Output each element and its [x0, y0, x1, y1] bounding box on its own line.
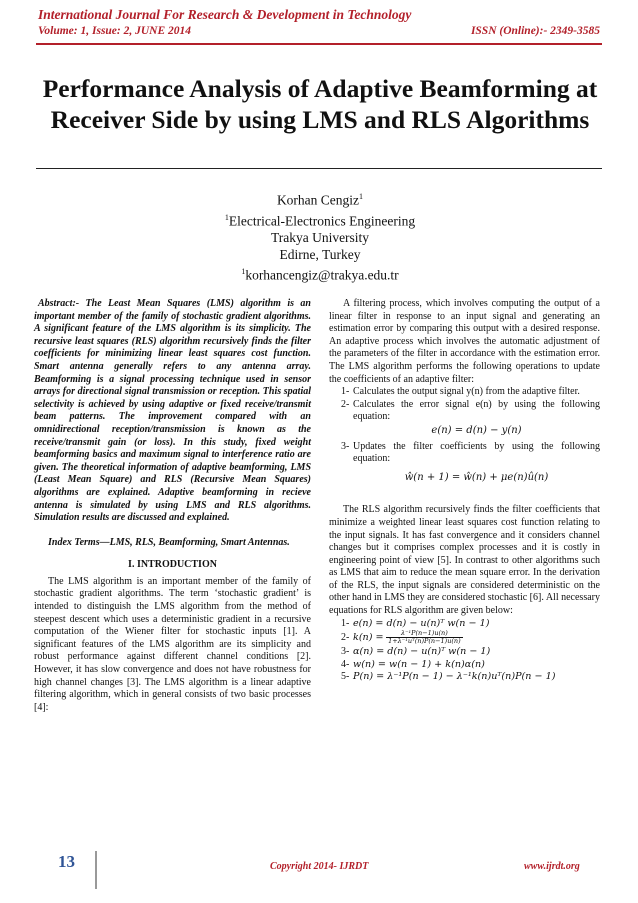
list-item — [329, 441, 600, 485]
right-column — [329, 298, 600, 684]
step-text: Calculates the error signal e(n) by using the following equation: — [353, 398, 600, 423]
section-heading-introduction: I. INTRODUCTION — [128, 559, 217, 571]
left-column — [34, 298, 311, 714]
step-number: 1- — [341, 386, 350, 398]
website-link[interactable]: www.ijrdt.org — [524, 861, 580, 872]
copyright: Copyright 2014- IJRDT — [270, 861, 369, 872]
index-terms: Index Terms—LMS, RLS, Beamforming, Smart Antennas. — [48, 536, 290, 548]
author-block — [40, 188, 600, 284]
fraction-denominator: 1+λ⁻¹uᵀ(n)P(n−1)u(n) — [388, 637, 461, 646]
list-item — [329, 646, 600, 659]
list-item — [329, 386, 600, 399]
equation-update: ŵ(n + 1) = ŵ(n) + μe(n)û(n) — [404, 471, 549, 483]
rls-equations — [329, 618, 600, 684]
abstract: Abstract:- The Least Mean Squares (LMS) algorithm is an important member of the family of stochastic gradient algorithms. A significant feature of the LMS algorithm is its simplicity. The recursive least squares (RLS) algorithm recursively finds the filter coefficients for minimizing linear least squares cost function. Smart antenna generally refers to any antenna array. Beamforming is a signal processing technique used in sensor arrays for directional signal transmission or reception. This spatial selectivity is achieved by using adaptive or fixed receive/transmit beam patterns. The improvement compared with an omnidirectional reception/transmission is known as the receive/transmit gain (or loss). In this study, fixed weight beamforming basics and maximum signal to interference ratio are given. The theoretical information of adaptive beamforming, LMS (Least Mean Square) and RLS (Recursive Mean Squares) algorithms are explained. Adaptive beamforming in recieve antenna is simulated by using LMS and RLS algorithms. Simulation results are discussed and explained. — [34, 298, 311, 524]
rls-equation: α(n) = d(n) − u(n)ᵀ w(n − 1) — [353, 646, 491, 658]
rls-gain-fraction — [386, 630, 463, 645]
issn-info: ISSN (Online):- 2349-3585 — [470, 25, 600, 37]
volume-info: Volume: 1, Issue: 2, JUNE 2014 — [38, 25, 192, 37]
footer-divider — [95, 851, 97, 889]
rls-paragraph: The RLS algorithm recursively finds the filter coefficients that minimize a weighted linear least squares cost function relating to the input signals. It has fast convergence and it considers channel changes but it comprises complex processes and it is costly in engineering point of view [5]. In contrast to other algorithms such as LMS that aim to reduce the mean square error. In the derivation of the RLS, the input signals are considered deterministic on the other hand in LMS they are considered stochastic [6]. All necessary equations for RLS algorithm are given below: — [329, 504, 600, 617]
lms-steps — [329, 386, 600, 484]
step-text: Calculates the output signal y(n) from the adaptive filter. — [353, 386, 580, 398]
email-sup: 1 — [241, 267, 246, 276]
step-number: 1- — [341, 617, 350, 629]
header-rule — [36, 43, 602, 45]
location: Edirne, Turkey — [279, 247, 361, 262]
equation-error: e(n) = d(n) − y(n) — [431, 424, 522, 436]
filtering-paragraph: A filtering process, which involves computing the output of a linear filter in response to an input signal and generating an estimation error by comparing this output with a desired response. An adaptive process which involves the automatic adjustment of the parameters of the filter in accordance with the estimation error. The LMS algorithm performs the following operations to update the coefficients of an adaptive filter: — [329, 298, 600, 385]
list-item — [329, 618, 600, 631]
rls-equation: e(n) = d(n) − u(n)ᵀ w(n − 1) — [353, 617, 490, 629]
step-number: 2- — [341, 632, 350, 644]
journal-name: International Journal For Research & Development in Technology — [38, 7, 412, 22]
university: Trakya University — [270, 230, 370, 245]
step-number: 5- — [341, 671, 350, 683]
step-text: Updates the filter coefficients by using the following equation: — [353, 440, 600, 465]
department: Electrical-Electronics Engineering — [228, 213, 416, 228]
paper-title: Performance Analysis of Adaptive Beamforming at Receiver Side by using LMS and RLS Algorithms — [42, 74, 598, 134]
rls-equation: P(n) = λ⁻¹P(n − 1) − λ⁻¹k(n)uᵀ(n)P(n − 1) — [353, 671, 556, 683]
title-rule — [36, 168, 602, 169]
fraction-numerator: λ⁻¹P(n−1)u(n) — [386, 630, 463, 638]
author-sup: 1 — [359, 192, 364, 201]
intro-paragraph: The LMS algorithm is an important member of the family of stochastic gradient algorithms. The term ‘stochastic gradient’ is intended to distinguish the LMS algorithm from the method of steepest descent which uses a deterministic gradient in a recursive computation of the Wiener filter for stochastic inputs [1]. A significant features of the LMS algorithm are its simplicity and robust performance against different channel conditions [2]. However, it has slow convergence and does not have robustness for high channel changes [3]. The LMS algorithm is a linear adaptive filtering algorithm, which in general consists of two basic processes [4]: — [34, 575, 311, 713]
list-item — [329, 659, 600, 672]
rls-equation-lhs: k(n) = — [353, 632, 384, 644]
affil-sup: 1 — [224, 212, 229, 222]
step-number: 4- — [341, 658, 350, 670]
journal-issue-line — [38, 25, 600, 37]
author-email[interactable]: korhancengiz@trakya.edu.tr — [245, 267, 399, 283]
step-number: 3- — [341, 440, 350, 452]
step-number: 2- — [341, 398, 350, 410]
list-item — [329, 630, 600, 646]
author-name: Korhan Cengiz — [276, 192, 360, 208]
list-item — [329, 399, 600, 438]
page-number: 13 — [58, 852, 75, 871]
list-item — [329, 671, 600, 684]
step-number: 3- — [341, 646, 350, 658]
rls-equation: w(n) = w(n − 1) + k(n)α(n) — [353, 658, 485, 670]
